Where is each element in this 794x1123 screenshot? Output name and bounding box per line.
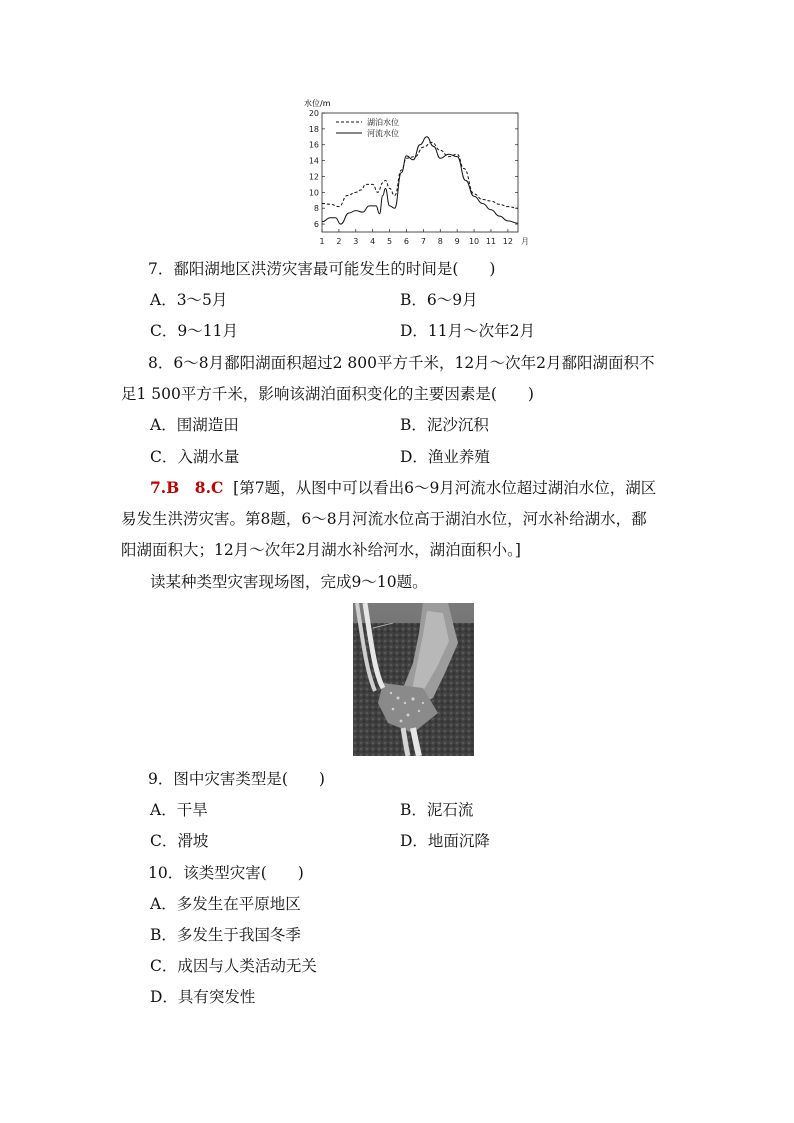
- x-tick-label: 10: [468, 237, 480, 246]
- q8-option-d: D．渔业养殖: [400, 448, 490, 466]
- x-tick-label: 7: [420, 237, 426, 246]
- y-axis-label: 水位/m: [304, 99, 331, 108]
- q7-option-a: A．3～5月: [150, 291, 228, 309]
- answer-explanation-line3: 阳湖面积大；12月～次年2月湖水补给河水，湖泊面积小。]: [121, 541, 521, 559]
- q10-option-a: A．多发生在平原地区: [150, 895, 301, 913]
- q9-option-d: D．地面沉降: [400, 832, 490, 850]
- q8-stem-line2: 足1 500平方千米，影响该湖泊面积变化的主要因素是( ): [121, 385, 534, 403]
- x-tick-label: 11: [485, 237, 497, 246]
- disaster-scene-photo: [353, 603, 474, 756]
- x-axis-unit: 月: [521, 237, 529, 246]
- series-line-lake: [322, 142, 518, 208]
- q7-option-c: C．9～11月: [150, 322, 238, 340]
- legend-label-river: 河流水位: [367, 129, 399, 138]
- y-tick-label: 8: [313, 204, 319, 214]
- x-tick-label: 9: [454, 237, 460, 246]
- answer-block-line1: [150, 477, 656, 499]
- q9-stem: 9．图中灾害类型是( ): [148, 770, 325, 788]
- y-tick-label: 10: [308, 188, 319, 198]
- x-tick-label: 12: [502, 237, 513, 246]
- y-tick-label: 18: [308, 124, 319, 134]
- q8-option-c: C．入湖水量: [150, 448, 240, 466]
- x-tick-label: 3: [353, 237, 359, 246]
- q10-stem: 10．该类型灾害( ): [148, 864, 304, 882]
- y-tick-label: 16: [308, 140, 319, 150]
- x-tick-label: 2: [336, 237, 342, 246]
- q9-option-b: B．泥石流: [400, 801, 474, 819]
- plot-frame: [322, 113, 518, 232]
- q8-stem-line1: 8．6～8月鄱阳湖面积超过2 800平方千米，12月～次年2月鄱阳湖面积不: [148, 354, 655, 372]
- answer-key: 7.B 8.C: [150, 478, 224, 497]
- y-tick-label: 20: [308, 109, 319, 118]
- water-level-chart: [300, 97, 532, 251]
- q8-option-a: A．围湖造田: [150, 416, 239, 434]
- q10-option-d: D．具有突发性: [150, 988, 256, 1006]
- q9-option-c: C．滑坡: [150, 832, 209, 850]
- y-tick-label: 14: [308, 156, 319, 166]
- q10-option-c: C．成因与人类活动无关: [150, 957, 317, 975]
- q7-stem: 7．鄱阳湖地区洪涝灾害最可能发生的时间是( ): [148, 260, 496, 278]
- q7-option-d: D．11月～次年2月: [400, 322, 536, 340]
- q10-option-b: B．多发生于我国冬季: [150, 926, 301, 944]
- x-tick-label: 4: [370, 237, 376, 246]
- x-tick-label: 5: [387, 237, 393, 246]
- q7-option-b: B．6～9月: [400, 291, 478, 309]
- answer-explanation-line2: 易发生洪涝灾害。第8题，6～8月河流水位高于湖泊水位，河水补给湖水，鄱: [121, 510, 647, 528]
- section-intro: 读某种类型灾害现场图，完成9～10题。: [150, 573, 428, 591]
- y-tick-label: 6: [313, 220, 319, 230]
- y-tick-label: 12: [308, 172, 319, 182]
- answer-explanation-line1: [第7题，从图中可以看出6～9月河流水位超过湖泊水位，湖区: [233, 479, 657, 497]
- x-tick-label: 6: [403, 237, 410, 246]
- q9-option-a: A．干旱: [150, 801, 208, 819]
- x-tick-label: 1: [319, 237, 325, 246]
- x-tick-label: 8: [437, 237, 443, 246]
- q8-option-b: B．泥沙沉积: [400, 416, 489, 434]
- legend-label-lake: 湖泊水位: [367, 118, 399, 127]
